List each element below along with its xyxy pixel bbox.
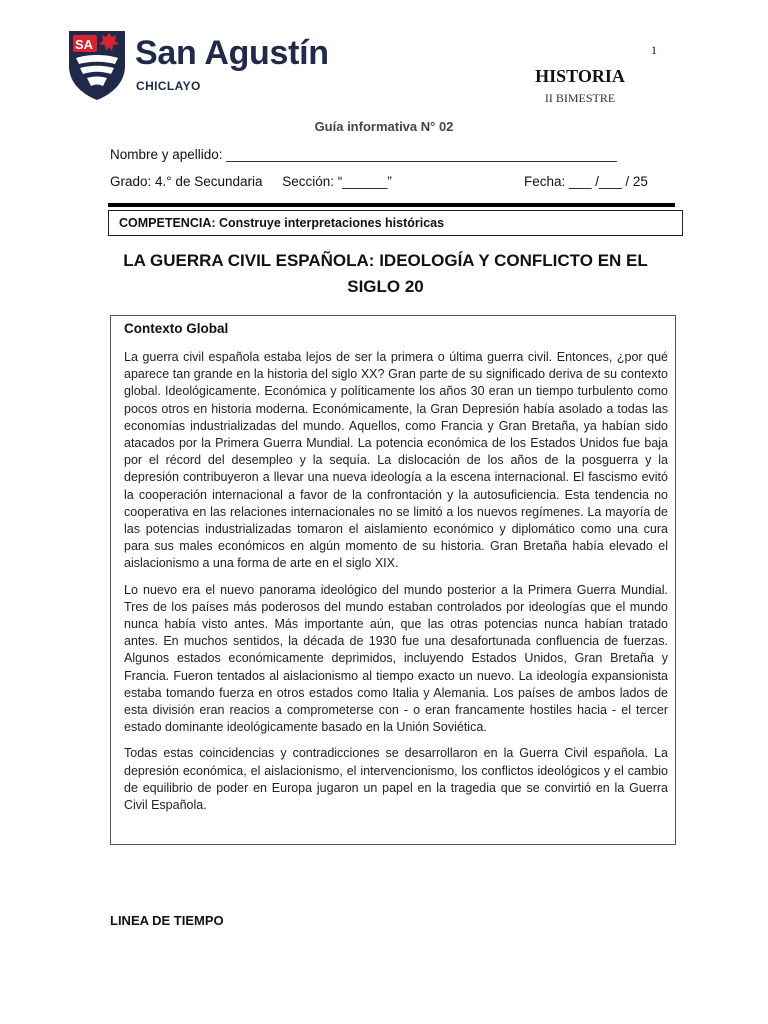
- section-field: Sección: “______”: [282, 174, 392, 189]
- guide-title: Guía informativa N° 02: [314, 119, 454, 134]
- context-box: [110, 315, 676, 845]
- timeline-heading: LINEA DE TIEMPO: [110, 913, 224, 928]
- term-label: II BIMESTRE: [544, 91, 616, 105]
- context-heading: Contexto Global: [124, 321, 229, 336]
- school-name: San Agustín: [135, 34, 329, 72]
- shield-icon: [66, 28, 128, 102]
- page-number: 1: [651, 43, 657, 57]
- date-field: Fecha: ___ /___ / 25: [524, 174, 648, 189]
- context-paragraph: Todas estas coincidencias y contradicciones se desarrollaron en la Guerra Civil española. La depresión económica, el aislacionismo, el intervencionismo, los conflictos ideológicos y el cambio de equilibrio de poder en Europa jugaron un papel en la tragedia que se convirtió en la Guerra Civil Española.: [124, 746, 668, 813]
- competence-box: COMPETENCIA: Construye interpretaciones históricas: [108, 210, 683, 236]
- logo-badge: SA: [75, 37, 94, 52]
- main-title: LA GUERRA CIVIL ESPAÑOLA: IDEOLOGÍA Y CONFLICTO EN EL SIGLO 20: [123, 251, 648, 296]
- header-divider: [108, 203, 675, 207]
- name-field: Nombre y apellido: ____________________________________________________: [110, 147, 617, 162]
- subject-title: HISTORIA: [535, 66, 625, 86]
- school-city: CHICLAYO: [136, 79, 201, 93]
- context-paragraph: Lo nuevo era el nuevo panorama ideológico del mundo posterior a la Primera Guerra Mundial. Tres de los países más poderosos del mundo estaban controlados por ideologías que el mundo nunca había visto antes. Más importante aún, que las otras potencias nunca habían tratado antes. En muchos sentidos, la década de 1930 fue una desafortunada confluencia de fuerzas. Algunos estados económicamente deprimidos, incluyendo Estados Unidos, Gran Bretaña y Francia. Fueron tentados al aislacionismo al tiempo exacto un nuevo. La ideología expansionista estaba tomando fuerza en otros estados como Italia y Alemania. Los países de ambos lados de esta división eran reacios a comprometerse con - o eran francamente hostiles hacia - el tercer estado dominante ideológicamente basado en la Unión Soviética.: [124, 582, 668, 735]
- grade-row: [110, 174, 392, 189]
- context-paragraph: La guerra civil española estaba lejos de ser la primera o última guerra civil. Entonces, ¿por qué aparece tan grande en la historia del siglo XX? Gran parte de su significado deriva de su contexto global. Ideológicamente. Económica y políticamente los años 30 eran un tiempo turbulento como pocos otros en historia moderna. Económicamente, la Gran Depresión había asolado a todas las economías industrializadas del mundo. Aquellos, como Francia y Gran Bretaña, ya habían sido atacados por la Primera Guerra Mundial. La potencia económica de los Estados Unidos fue baja por el récord del desempleo y la sequía. La dislocación de los años de la posguerra y la depresión contribuyeron a llevar una nueva ideología a la escena internacional. El fascismo evitó la cooperación internacional a favor de la confrontación y la autosuficiencia. Esta tendencia no cooperativa en las relaciones internacionales no se limitó a los nuevos regímenes. La mayoría de las potencias industrializadas tomaron el aislamiento económico y diplomático como una cura para sus males económicos en algún momento de su historia. Gran Bretaña había elevado el aislacionismo a una forma de arte en el siglo XIX.: [124, 350, 668, 571]
- grade-field: Grado: 4.° de Secundaria: [110, 174, 263, 189]
- school-logo: [66, 28, 336, 102]
